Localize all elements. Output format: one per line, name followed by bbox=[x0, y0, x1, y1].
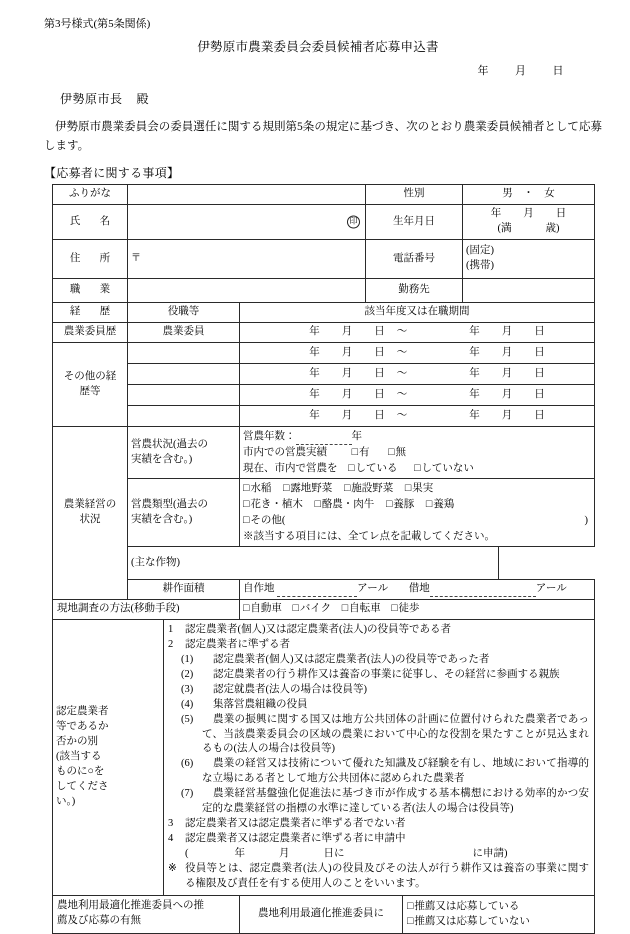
farm-current-label: 現在、市内で営農を bbox=[243, 462, 338, 474]
apply-tail-label: に申請) bbox=[472, 847, 508, 859]
period-day-to-3: 日 bbox=[534, 388, 545, 400]
certified-text-2: 認定農業者(個人)又は認定農業者(法人)の役員等であった者 bbox=[213, 654, 490, 666]
farm-type-row2 bbox=[243, 497, 591, 513]
certified-label-line1: 認定農業者 bbox=[56, 706, 109, 718]
career-position-1[interactable] bbox=[128, 343, 240, 364]
period-tilde-3: ～ bbox=[396, 388, 408, 400]
furigana-value[interactable] bbox=[128, 185, 366, 205]
certified-label-line2: 等であるか bbox=[56, 721, 109, 733]
apply-month-label: 月 bbox=[279, 847, 290, 859]
certified-marker-1: 2 bbox=[168, 639, 174, 651]
name-value[interactable] bbox=[128, 205, 366, 240]
farm-type-other-close: ) bbox=[584, 514, 589, 526]
career-position-2[interactable] bbox=[128, 364, 240, 385]
apply-open-paren: ( bbox=[185, 847, 189, 859]
period-tokens-4 bbox=[243, 409, 591, 424]
body-paragraph: 伊勢原市農業委員会の委員選任に関する規則第5条の規定に基づき、次のとおり農業委員候補者として応募します。 bbox=[44, 121, 602, 152]
area-own-unit: アール bbox=[357, 583, 389, 595]
certified-label-line5: ものに○を bbox=[56, 765, 105, 777]
career-category-other bbox=[53, 343, 128, 427]
period-tilde-0: ～ bbox=[396, 326, 408, 338]
table-row-career-0 bbox=[53, 323, 595, 343]
birth-month-label: 月 bbox=[523, 208, 534, 220]
area-value bbox=[240, 580, 595, 600]
period-month-from-0: 月 bbox=[341, 326, 353, 338]
table-row-career-2 bbox=[53, 364, 595, 385]
age-prefix: (満 bbox=[497, 223, 512, 235]
address-label bbox=[53, 240, 128, 279]
table-row-address bbox=[53, 240, 595, 279]
career-period-label: 該当年度又は在職期間 bbox=[240, 303, 595, 323]
table-row-occupation bbox=[53, 279, 595, 303]
age-suffix: 歳) bbox=[545, 223, 560, 235]
certified-marker-6: (5) bbox=[181, 713, 194, 725]
date-month-label: 月 bbox=[515, 65, 527, 78]
period-year-to-1: 年 bbox=[469, 346, 480, 358]
birthdate-ymd bbox=[466, 207, 591, 222]
area-own-label: 自作地 bbox=[243, 583, 275, 595]
area-own-input[interactable] bbox=[277, 585, 357, 597]
optimization-label-line2: 薦及び応募の有無 bbox=[57, 915, 141, 927]
career-period-2[interactable] bbox=[240, 364, 595, 385]
apply-year-label: 年 bbox=[234, 847, 245, 859]
apply-day-label: 日に bbox=[323, 847, 345, 859]
document-title: 伊勢原市農業委員会委員候補者応募申込書 bbox=[197, 40, 439, 55]
period-day-to-2: 日 bbox=[534, 367, 545, 379]
certified-item-10[interactable] bbox=[168, 832, 589, 847]
career-position-0[interactable]: 農業委員 bbox=[128, 323, 240, 343]
certified-item-5[interactable] bbox=[168, 698, 589, 713]
optimization-label-line1: 農地利用最適化推進委員への推 bbox=[57, 900, 204, 912]
survey-label: 現地調査の方法(移動手段) bbox=[53, 600, 240, 620]
period-month-to-2: 月 bbox=[501, 367, 513, 379]
period-day-from-0: 日 bbox=[374, 326, 385, 338]
area-label: 耕作面積 bbox=[128, 580, 240, 600]
farm-type-flower-label: 花き・植木 bbox=[250, 499, 303, 511]
certified-text-10: 認定農業者又は認定農業者に準ずる者に申請中 bbox=[185, 832, 406, 844]
optimization-mid-label: 農地利用最適化推進委員に bbox=[240, 895, 403, 934]
certified-marker-9: 3 bbox=[168, 818, 174, 829]
workplace-label: 勤務先 bbox=[366, 279, 463, 303]
period-tokens-3 bbox=[243, 388, 591, 403]
note-marker-icon: ※ bbox=[168, 862, 177, 874]
farm-years-label: 営農年数： bbox=[243, 431, 296, 443]
table-row-career-1 bbox=[53, 343, 595, 364]
certified-item-0[interactable] bbox=[168, 623, 589, 638]
workplace-value[interactable] bbox=[463, 279, 595, 303]
period-month-to-0: 月 bbox=[501, 326, 513, 338]
career-category-other-line2: 歴等 bbox=[79, 385, 101, 397]
farm-years-input[interactable] bbox=[296, 433, 352, 445]
period-month-from-4: 月 bbox=[341, 409, 353, 421]
checkbox-current-yes[interactable]: □ bbox=[348, 462, 355, 474]
checkbox-type-other[interactable]: □ bbox=[243, 514, 250, 526]
farm-type-other-label: その他( bbox=[250, 514, 286, 526]
farm-current-yes-label: している bbox=[355, 462, 398, 474]
checkbox-type-pig[interactable]: □ bbox=[385, 499, 393, 511]
addressee-name: 伊勢原市長 bbox=[60, 92, 123, 107]
birth-day-label: 日 bbox=[555, 208, 567, 220]
telephone-label: 電話番号 bbox=[366, 240, 463, 279]
birthdate-value[interactable] bbox=[463, 205, 595, 240]
checkbox-type-dairy-beef[interactable]: □ bbox=[314, 499, 321, 511]
checkbox-type-greenhouse-veg[interactable]: □ bbox=[343, 483, 351, 495]
main-crop-cell[interactable] bbox=[128, 547, 499, 580]
farm-status-value bbox=[240, 427, 595, 479]
period-year-from-0: 年 bbox=[309, 326, 320, 338]
farm-section-label-line1: 農業経営の bbox=[63, 499, 117, 511]
career-category-0: 農業委員歴 bbox=[53, 323, 128, 343]
farm-record-line bbox=[243, 445, 591, 461]
period-year-to-0: 年 bbox=[469, 326, 480, 338]
period-year-from-2: 年 bbox=[309, 367, 320, 379]
period-month-from-1: 月 bbox=[341, 346, 353, 358]
period-year-from-3: 年 bbox=[309, 388, 320, 400]
farm-type-greenhouse-veg-label: 施設野菜 bbox=[351, 483, 394, 495]
certified-text-7: 農業の経営又は技術について優れた知識及び経験を有し、地域において指導的な立場にある者として地方公共団体に認められた農業者 bbox=[202, 758, 590, 785]
period-tilde-1: ～ bbox=[396, 346, 408, 358]
period-year-to-3: 年 bbox=[469, 388, 480, 400]
table-row-survey bbox=[53, 600, 595, 620]
career-position-label: 役職等 bbox=[128, 303, 240, 323]
birthdate-age bbox=[466, 222, 591, 237]
farm-years-unit: 年 bbox=[351, 431, 362, 443]
farm-type-fruit-label: 果実 bbox=[412, 483, 434, 495]
survey-options bbox=[240, 600, 595, 620]
checkbox-survey-walk[interactable]: □ bbox=[391, 603, 398, 615]
checkbox-type-poultry[interactable]: □ bbox=[425, 499, 433, 511]
optimization-option-yes-row[interactable] bbox=[407, 899, 590, 915]
period-month-to-1: 月 bbox=[501, 346, 513, 358]
survey-car-label: 自動車 bbox=[250, 603, 282, 615]
certified-marker-0: 1 bbox=[168, 624, 174, 636]
certified-items bbox=[164, 620, 595, 895]
farm-type-row1 bbox=[243, 481, 591, 497]
period-year-to-2: 年 bbox=[469, 367, 480, 379]
period-year-to-4: 年 bbox=[469, 409, 480, 421]
farm-type-note: ※該当する項目には、全てレ点を記載してください。 bbox=[243, 530, 495, 542]
optimization-label bbox=[53, 895, 240, 934]
period-day-from-1: 日 bbox=[374, 346, 385, 358]
birth-year-label: 年 bbox=[490, 208, 502, 220]
farm-type-open-veg-label: 露地野菜 bbox=[290, 483, 333, 495]
certified-item-6[interactable] bbox=[168, 713, 589, 758]
certified-text-5: 集落営農組織の役員 bbox=[213, 698, 308, 710]
survey-bicycle-label: 自転車 bbox=[349, 603, 381, 615]
certified-text-9: 認定農業者又は認定農業者に準ずる者でない者 bbox=[185, 818, 406, 829]
optimization-options bbox=[403, 895, 595, 934]
certified-marker-8: (7) bbox=[181, 788, 194, 800]
area-rent-input[interactable] bbox=[430, 585, 536, 597]
farm-current-line bbox=[243, 461, 591, 477]
occupation-value[interactable] bbox=[128, 279, 366, 303]
certified-text-3: 認定農業者の行う耕作又は養畜の事業に従事し、その経営に参画する親族 bbox=[213, 668, 560, 680]
certified-label bbox=[53, 620, 164, 895]
certified-text-6: 農業の振興に関する国又は地方公共団体の計画に位置付けられた農業者であって、当該農業委員会の区域の農業において中心的な役割を果たすことが見込まれるもの(法人の場合は役員等) bbox=[202, 713, 590, 755]
checkbox-type-open-veg[interactable]: □ bbox=[282, 483, 290, 495]
certified-note-text: 役員等とは、認定農業者(法人)の役員及びその法人が行う耕作又は養畜の事業に関する権限及び責任を有する使用人のことをいいます。 bbox=[185, 862, 590, 889]
farm-record-no-label: 無 bbox=[395, 446, 406, 458]
period-tilde-2: ～ bbox=[396, 367, 408, 379]
area-rent-unit: アール bbox=[535, 583, 567, 595]
certified-text-8: 農業経営基盤強化促進法に基づき市が作成する基本構想における効率的かつ安定的な農業経営の指標の水準に達している者(法人の場合は役員等) bbox=[202, 788, 590, 815]
table-row-optimization bbox=[53, 895, 595, 934]
checkbox-record-yes[interactable]: □ bbox=[351, 446, 358, 458]
addressee bbox=[60, 90, 602, 107]
farm-type-pig-label: 養豚 bbox=[393, 499, 415, 511]
checkbox-type-rice[interactable]: □ bbox=[243, 483, 250, 495]
telephone-fixed-label: (固定) bbox=[466, 245, 494, 257]
table-row-farm-type bbox=[53, 479, 595, 547]
checkbox-optimization-no[interactable]: □ bbox=[407, 916, 414, 928]
certified-text-1: 認定農業者に準ずる者 bbox=[185, 639, 290, 651]
career-position-3[interactable] bbox=[128, 385, 240, 406]
certified-item-9[interactable] bbox=[168, 817, 589, 832]
period-month-to-3: 月 bbox=[501, 388, 513, 400]
table-row-certified bbox=[53, 620, 595, 895]
form-number: 第3号様式(第5条関係) bbox=[44, 18, 151, 30]
farm-type-other-row bbox=[243, 513, 591, 529]
table-row-career-4 bbox=[53, 406, 595, 427]
table-row-name bbox=[53, 205, 595, 240]
telephone-mobile-label: (携帯) bbox=[466, 260, 494, 272]
checkbox-survey-car[interactable]: □ bbox=[243, 603, 250, 615]
period-day-from-2: 日 bbox=[374, 367, 385, 379]
farm-status-label bbox=[128, 427, 240, 479]
career-position-4[interactable] bbox=[128, 406, 240, 427]
certified-marker-7: (6) bbox=[181, 758, 194, 770]
period-day-to-0: 日 bbox=[534, 326, 545, 338]
farm-record-label: 市内での営農実績 bbox=[243, 446, 327, 458]
occupation-label bbox=[53, 279, 128, 303]
certified-item-3[interactable] bbox=[168, 668, 589, 683]
certified-label-line4: (該当する bbox=[56, 750, 102, 762]
table-row-farm-status bbox=[53, 427, 595, 479]
farm-section-label-line2: 状況 bbox=[79, 514, 101, 526]
certified-marker-10: 4 bbox=[168, 832, 174, 844]
checkbox-current-no[interactable]: □ bbox=[414, 462, 421, 474]
period-tokens-2 bbox=[243, 367, 591, 382]
period-day-from-3: 日 bbox=[374, 388, 385, 400]
farm-type-dairy-beef-label: 酪農・肉牛 bbox=[321, 499, 375, 511]
checkbox-type-fruit[interactable]: □ bbox=[404, 483, 412, 495]
seal-icon: 印 bbox=[347, 216, 360, 229]
checkbox-survey-bicycle[interactable]: □ bbox=[341, 603, 349, 615]
certified-item-7[interactable] bbox=[168, 757, 589, 787]
table-row-furigana bbox=[53, 185, 595, 205]
gender-label: 性別 bbox=[366, 185, 463, 205]
table-row-area bbox=[53, 580, 595, 600]
period-year-from-4: 年 bbox=[309, 409, 320, 421]
date-day-label: 日 bbox=[552, 65, 564, 78]
certified-marker-3: (2) bbox=[181, 668, 194, 680]
certified-label-line7: い。) bbox=[56, 795, 76, 807]
telephone-value[interactable] bbox=[463, 240, 595, 279]
table-row-main-crop bbox=[53, 547, 595, 580]
farm-years-line bbox=[243, 429, 591, 445]
farm-record-yes-label: 有 bbox=[358, 446, 370, 458]
farm-section-label bbox=[53, 427, 128, 600]
occupation-label-text: 職 業 bbox=[69, 284, 115, 296]
area-rent-label: 借地 bbox=[408, 583, 430, 595]
certified-marker-5: (4) bbox=[181, 698, 194, 710]
name-label-text: 氏 名 bbox=[69, 215, 115, 227]
certified-item-4[interactable] bbox=[168, 683, 589, 698]
table-row-career-3 bbox=[53, 385, 595, 406]
optimization-option-no-row[interactable] bbox=[407, 914, 590, 930]
name-label bbox=[53, 205, 128, 240]
period-month-from-2: 月 bbox=[341, 367, 353, 379]
period-month-from-3: 月 bbox=[341, 388, 353, 400]
period-year-from-1: 年 bbox=[309, 346, 320, 358]
period-month-to-4: 月 bbox=[501, 409, 513, 421]
farm-type-label-line1: 営農類型(過去の bbox=[131, 499, 208, 510]
address-value[interactable] bbox=[128, 240, 366, 279]
certified-marker-2: (1) bbox=[181, 654, 194, 666]
addressee-honorific: 殿 bbox=[136, 92, 150, 107]
certified-marker-4: (3) bbox=[181, 683, 194, 695]
period-day-to-4: 日 bbox=[534, 409, 545, 421]
certified-item-1[interactable] bbox=[168, 638, 589, 653]
farm-current-no-label: していない bbox=[421, 462, 474, 474]
checkbox-survey-motorcycle[interactable]: □ bbox=[292, 603, 299, 615]
survey-motorcycle-label: バイク bbox=[299, 603, 332, 615]
optimization-yes-label: 推薦又は応募している bbox=[414, 900, 520, 912]
section-title-applicant: 【応募者に関する事項】 bbox=[44, 166, 180, 181]
career-period-1[interactable] bbox=[240, 343, 595, 364]
career-header-label bbox=[53, 303, 128, 323]
farm-type-label-line2: 実績を含む。) bbox=[131, 513, 193, 525]
period-tokens-1 bbox=[243, 346, 591, 361]
applicant-form-table bbox=[52, 184, 595, 934]
certified-item-8[interactable] bbox=[168, 787, 589, 817]
career-period-0[interactable] bbox=[240, 323, 595, 343]
birthdate-label: 生年月日 bbox=[366, 205, 463, 240]
certified-item-2[interactable] bbox=[168, 653, 589, 668]
certified-label-line3: 否かの別 bbox=[56, 736, 98, 748]
gender-options[interactable]: 男 ・ 女 bbox=[463, 185, 595, 205]
period-tokens-0 bbox=[243, 325, 591, 340]
career-period-3[interactable] bbox=[240, 385, 595, 406]
period-tilde-4: ～ bbox=[396, 409, 408, 421]
survey-walk-label: 徒歩 bbox=[398, 603, 420, 615]
period-day-to-1: 日 bbox=[534, 346, 545, 358]
certified-label-line6: してくださ bbox=[56, 780, 109, 792]
furigana-label: ふりがな bbox=[53, 185, 128, 205]
career-header-text: 経 歴 bbox=[69, 306, 115, 318]
checkbox-type-flower[interactable]: □ bbox=[243, 499, 250, 511]
farm-status-label-line1: 営農状況(過去の bbox=[131, 438, 208, 450]
farm-type-rice-label: 水稲 bbox=[250, 483, 272, 495]
career-category-other-line1: その他の経 bbox=[63, 370, 117, 382]
main-crop-label: (主な作物) bbox=[131, 556, 180, 568]
optimization-no-label: 推薦又は応募していない bbox=[414, 916, 530, 928]
address-label-text: 住 所 bbox=[69, 252, 115, 264]
checkbox-record-no[interactable]: □ bbox=[388, 446, 395, 458]
certified-note bbox=[168, 862, 589, 892]
farm-type-value bbox=[240, 479, 595, 547]
postal-mark-icon: 〒 bbox=[131, 252, 141, 264]
certified-text-4: 認定就農者(法人の場合は役員等) bbox=[213, 683, 367, 695]
career-period-4[interactable] bbox=[240, 406, 595, 427]
period-day-from-4: 日 bbox=[374, 409, 385, 421]
farm-type-label bbox=[128, 479, 240, 547]
certified-apply-line[interactable] bbox=[168, 847, 589, 862]
checkbox-optimization-yes[interactable]: □ bbox=[407, 900, 414, 912]
certified-text-0: 認定農業者(個人)又は認定農業者(法人)の役員等である者 bbox=[185, 624, 451, 636]
farm-type-poultry-label: 養鶏 bbox=[433, 499, 455, 511]
table-row-career-header bbox=[53, 303, 595, 323]
date-line bbox=[44, 62, 602, 78]
date-year-label: 年 bbox=[477, 65, 489, 78]
farm-status-label-line2: 実績を含む。) bbox=[131, 453, 193, 465]
